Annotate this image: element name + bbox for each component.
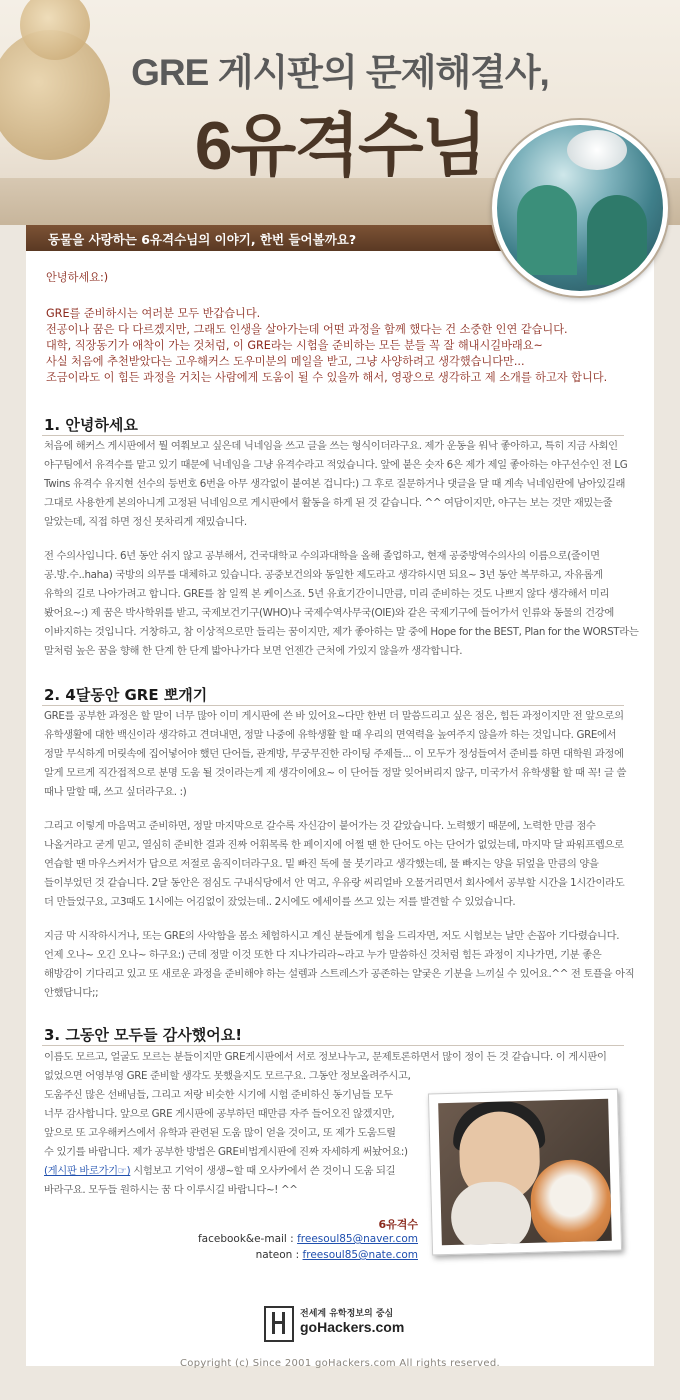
section-2-paragraph-2: 그리고 이렇게 마음먹고 준비하면, 정말 마지막으로 갈수록 자신감이 붙어가는 것 같았습니다. 노력했기 때문에, 노력한 만큼 점수 나올거라고 굳게 믿고, 열심히 준비한 결과 진짜 어휘목록 한 페이지에 어쩔 땐 한 단어도 아는 단어가 없었는데, 마지막 달 파워프렙으로 연습할 땐 마우스커서가 답으로 저절로 움직이더라구요. 밑 빠진 독에 물 붓기라고 생각했는데, 물 빠지는 양을 뒤엎을 만큼의 양을 들이부었던 것 같습니다. 2달 동안은 점심도 구내식당에서 안 먹고, 우유랑 씨리얼바 오물거리면서 회사에서 공부할 시간을 1시간이라도 더 만들었구요, 고3때도 1시에는 어김없이 잤었는데.. 2시에도 에세이를 쓰고 있는 저를 발견할 수 있었습니다. [44,820,625,908]
greeting-line: 대학, 직장동기가 애착이 가는 것처럼, 이 GRE라는 시험을 준비하는 모든 분들 꼭 잘 해내시길바래요~ [46,339,543,352]
greeting-line: 전공이나 꿈은 다 다르겠지만, 그래도 인생을 살아가는데 어떤 과정을 함께 했다는 건 소중한 인연 같습니다. [46,323,568,336]
article-body [26,251,654,1366]
signature-name: 6유격수 [378,1218,418,1231]
section-2-title: 2. 4달동안 GRE 뽀개기 [44,686,208,704]
signature-nateon: nateon : freesoul85@nate.com [255,1249,418,1261]
section-2-paragraph-1: GRE를 공부한 과정은 할 말이 너무 많아 이미 게시판에 쓴 바 있어요~다만 한번 더 말씀드리고 싶은 점은, 힘든 과정이지만 전 앞으로의 유학생활에 대한 백신이라 생각하고 견뎌내면, 정말 나중에 유학생활 할 때 우리의 면역력을 높여주지 않을까 하는 것입니다. GRE에서 정말 무식하게 머릿속에 집어넣어야 했던 단어들, 관계방, 무궁무진한 라이팅 주제들... 이 모두가 정성들여서 준비를 하면 대학원 과정에 알게 모르게 직간접적으로 분명 도움 될 것이라는게 제 생각이에요~ 이 단어들 정말 잊어버리지 않구, 미국가서 유학생활 할 때 꼭! 글 쓸 때나 말할 때, 쓰고 싶더라구요. :) [44,710,627,798]
gohackers-logo[interactable] [264,1303,424,1343]
facebook-email-link[interactable]: freesoul85@naver.com [297,1233,418,1245]
logo-mark-icon [264,1306,294,1342]
logo-name: goHackers.com [300,1319,405,1335]
section-3-paragraph: 이름도 모르고, 얼굴도 모르는 분들이지만 GRE게시판에서 서로 정보나누고, 문제토론하면서 많이 정이 든 것 같습니다. 이 게시판이 없었으면 어영부영 GRE 준비할 생각도 못했을지도 모르구요. 그동안 정보올려주시고, 도움주신 많은 선배님들, 그리고 저랑 비슷한 시기에 시험 준비하신 동기님들 모두 너무 감사합니다. 앞으로 GRE 게시판에 공부하던 때만큼 자주 들어오진 않겠지만, 앞으로 또 고우해커스에서 유학과 관련된 도움 많이 얻을 것이고, 또 제가 도움드릴 수 있기를 바랍니다. 제가 공부한 방법은 GRE비법게시판에 진짜 자세하게 써놨어요:) (게시판 바로가기☞) 시험보고 기억이 생생~할 때 오사카에서 쓴 것이니 도움 되길 바라구요. 모두들 원하시는 꿈 다 이루시길 바랍니다~! ^^ [44,1051,607,1196]
subtitle-text: 동물을 사랑하는 6유격수님의 이야기, 한번 들어볼까요? [48,232,357,247]
page-title-line2: 6유격수님 [194,108,486,184]
copyright-text: Copyright (c) Since 2001 goHackers.com All rights reserved. [180,1358,500,1369]
page-title-line1: GRE 게시판의 문제해결사, [131,52,549,93]
section-1-title: 1. 안녕하세요 [44,416,138,434]
section-3-title: 3. 그동안 모두들 감사했어요! [44,1026,243,1044]
surgery-photo-circle [492,120,668,296]
section-1-paragraph-2: 전 수의사입니다. 6년 동안 쉬지 않고 공부해서, 건국대학교 수의과대학을 올해 졸업하고, 현재 공중방역수의사의 이름으로(줄이면 공.방.수..haha) 국방의 의무를 대체하고 있습니다. 공중보건의와 동일한 제도라고 생각하시면 되요~ 3년 동안 복무하고, 자유롭게 유학의 길로 나아가려고 합니다. GRE를 참 일찍 본 케이스죠. 5년 유효기간이니만큼, 미리 준비하는 것도 나쁘지 않다 생각해서 미리 봤어요~:) 제 꿈은 박사학위를 받고, 국제보건기구(WHO)나 국제수역사무국(OIE)와 같은 국제기구에 들어가서 인류와 동물의 건강에 이바지하는 것입니다. 거창하고, 참 이상적으로만 들리는 꿈이지만, 제가 좋아하는 말 중에 Hope for the BEST, Plan for the WORST라는 말처럼 높은 꿈을 향해 한 단계 한 단계 밟아나가다 보면 언젠간 근처에 가있지 않을까 생각합니다. [44,550,639,657]
section-divider [42,1045,624,1046]
logo-tagline: 전세계 유학정보의 중심 [300,1309,394,1319]
section-2-paragraph-3: 지금 막 시작하시거나, 또는 GRE의 사악함을 몸소 체험하시고 계신 분들에게 힘을 드리자면, 저도 시험보는 날만 손꼽아 기다렸습니다. 언제 오나~ 오긴 오나~ 하구요:) 근데 정말 이것 또한 다 지나가리라~라고 누가 말씀하신 것처럼 힘든 과정이 지나가면, 기분 좋은 해방감이 기다리고 있고 또 새로운 과정을 준비해야 하는 설렘과 스트레스가 공존하는 얄궂은 기분을 느끼실 수 있어요.^^ 전 토플을 아직 안했답니다;; [44,930,635,999]
board-shortcut-link[interactable]: (게시판 바로가기☞) [44,1165,131,1177]
greeting-line: GRE를 준비하시는 여러분 모두 반갑습니다. [46,307,261,320]
section-divider [42,705,624,706]
greeting-hello: 안녕하세요:) [46,271,109,284]
section-divider [42,435,624,436]
nateon-email-link[interactable]: freesoul85@nate.com [302,1249,418,1261]
greeting-line: 조금이라도 이 힘든 과정을 거치는 사람에게 도움이 될 수 있을까 해서, 영광으로 생각하고 제 소개를 하고자 합니다. [46,371,608,384]
section-1-paragraph-1: 처음에 해커스 게시판에서 뭘 여쭤보고 싶은데 닉네임을 쓰고 글을 쓰는 형식이더라구요. 제가 운동을 워낙 좋아하고, 특히 지금 사회인 야구팀에서 유격수를 맡고 있기 때문에 닉네임을 그냥 유격수라고 적었습니다. 앞에 붙은 숫자 6은 제가 제일 좋아하는 야구선수인 전 LG Twins 유격수 유지현 선수의 등번호 6번을 아무 생각없이 붙여본 겁니다:) 그 후로 질문하거나 댓글을 달 때 계속 닉네임란에 남아있길래 그대로 사용한게 본의아니게 고정된 닉네임으로 게시판에서 활동을 하게 된 것 같습니다. ^^ 여담이지만, 야구는 보는 것만 재밌는줄 알았는데, 직접 하면 정신 못차리게 재밌습니다. [44,440,628,528]
greeting-line: 사실 처음에 추천받았다는 고우해커스 도우미분의 메일을 받고, 그냥 사양하려고 생각했습니다만... [46,355,525,368]
author-with-cats-photo [428,1089,622,1256]
signature-facebook: facebook&e-mail : freesoul85@naver.com [197,1233,418,1245]
